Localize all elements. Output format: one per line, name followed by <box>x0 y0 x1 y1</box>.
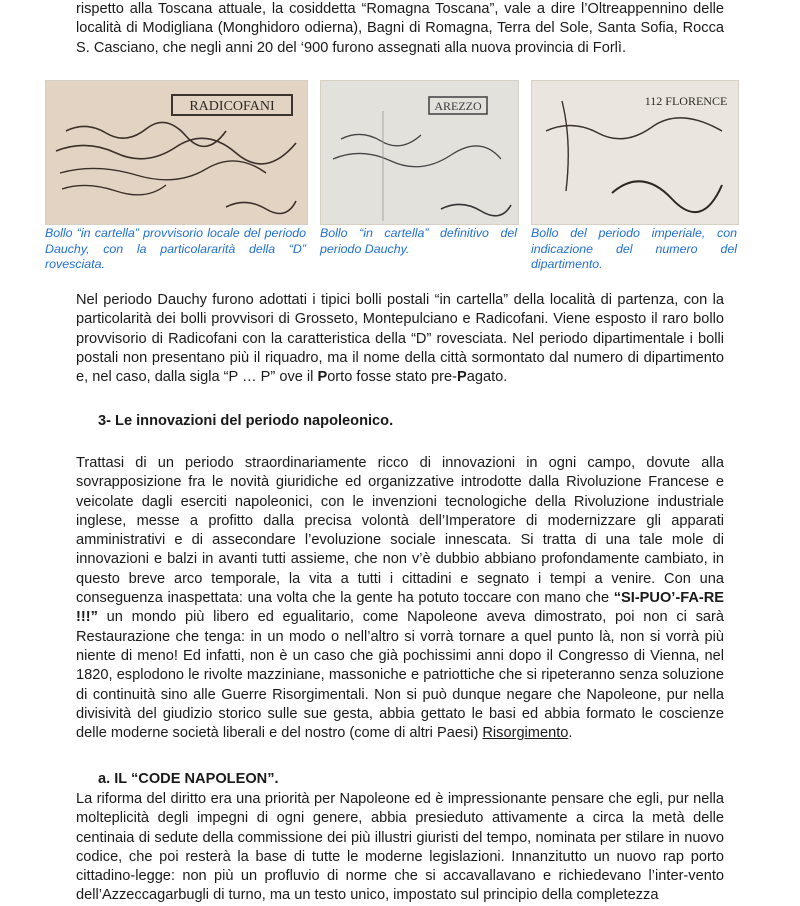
postal-cover-image-florence <box>531 80 739 225</box>
figure-caption-1: Bollo “in cartella” provvisorio locale del periodo Dauchy, con la particolararità della “D” rovesciata. <box>45 226 306 272</box>
postal-cover-image-arezzo <box>320 80 519 225</box>
napoleon-paragraph: Trattasi di un periodo straordinariamente ricco di innovazioni in ogni campo, dovute alla sovrapposizione fra le novità giuridiche ed organizzative introdotte dalla Rivoluzione Francese e veicolate dagli eserciti napoleonici, con le invenzioni tecnologiche della Rivoluzione industriale inglese, messe a profitto dalla precisa volontà dell’Imperatore di modernizzare gli apparati amministrativi e di assecondare l’evoluzione sociale innescata. Si tratta di una tale mole di innovazioni e balzi in avanti tutti assieme, che non v’è dubbio abbiano profondamente cambiato, in questo breve arco temporale, la vita a tutti i cittadini e segnato i tempi a venire. Con una conseguenza inaspettata: una volta che la gente ha potuto toccare con mano che “SI-PUO’-FA-RE !!!” un mondo più libero ed egualitario, come Napoleone aveva dimostrato, poi non ci sarà Restaurazione che tenga: in un modo o nell’altro si vorrà tornare a quel punto là, non si vorrà più niente di meno! Ed infatti, non è un caso che già pochissimi anni dopo il Congresso di Vienna, nel 1820, esplodono le rivolte mazziniane, massoniche e patriottiche che si ripeteranno senza soluzione di continuità sino alle Guerre Risorgimentali. Non si può dunque negare che Napoleone, pur nella divisività del giudizio storico sulle sue gesta, abbia gettato le basi ed abbia formato le coscienze delle moderne società liberali e del nostro (come di altri Paesi) Risorgimento. <box>76 455 724 742</box>
code-napoleon-paragraph: La riforma del diritto era una priorità per Napoleone ed è impressionante pensare che egli, pur nella molteplicità degli impegni di ogni genere, abbia presieduto attivamente a circa la metà delle centinaia di sedute della commissione dei più illustri giuristi del tempo, nominata per stilare in nuovo codice, che poi resterà la base di tutte le moderne legislazioni. Innanzitutto un nuovo rap porto cittadino-legge: non più un profluvio di norme che si accavallavano e richiedevano l’inter-vento dell’Azzeccagarbugli di turno, ma un testo unico, impostato sul principio della completezza <box>76 791 724 904</box>
postal-cover-image-radicofani <box>45 80 308 225</box>
stamp-label: 112 FLORENCE <box>644 94 728 108</box>
dauchy-paragraph: Nel periodo Dauchy furono adottati i tipici bolli postali “in cartella” della località di partenza, con la particolarità dei bolli provvisori di Grosseto, Montepulciano e Radicofani. Viene esposto il raro bollo provvisorio di Radicofani con la caratteristica della “D” rovesciata. Nel periodo dipartimentale i bolli postali non presentano più il riquadro, ma il nome della città sormontato dal numero di dipartimento e, nel caso, dalla sigla “P … P” ove il Porto fosse stato pre-Pagato. <box>76 292 724 386</box>
figure-caption-3: Bollo del periodo imperiale, con indicazione del numero del dipartimento. <box>531 226 737 272</box>
section-heading: 3- Le innovazioni del periodo napoleonico. <box>98 413 394 429</box>
stamp-label: AREZZO <box>434 99 482 113</box>
subsection-heading: a. IL “CODE NAPOLEON”. <box>98 771 279 787</box>
intro-paragraph: rispetto alla Toscana attuale, la cosiddetta “Romagna Toscana”, vale a dire l’Oltreappennino delle località di Modigliana (Monghidoro odierna), Bagni di Romagna, Terra del Sole, Santa Sofia, Rocca S. Casciano, che negli anni 20 del ‘900 furono assegnati alla nuova provincia di Forlì. <box>76 1 724 56</box>
stamp-label: RADICOFANI <box>189 99 275 114</box>
figure-caption-2: Bollo “in cartella” definitivo del periodo Dauchy. <box>320 226 517 256</box>
